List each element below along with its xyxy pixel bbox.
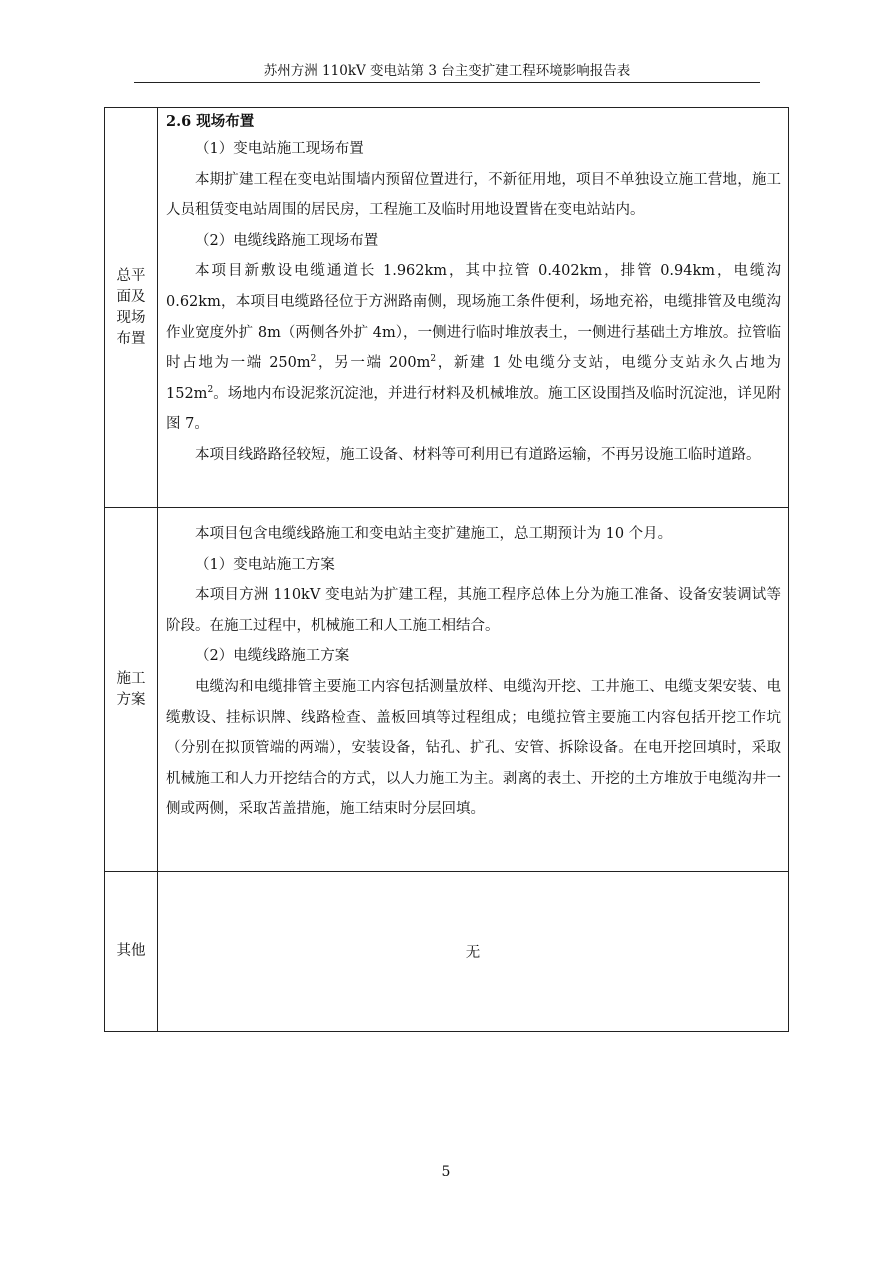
paragraph: 电缆沟和电缆排管主要施工内容包括测量放样、电缆沟开挖、工井施工、电缆支架安装、电缆敷设、挂标识牌、线路检查、盖板回填等过程组成；电缆拉管主要施工内容包括开挖工作坑（分别在拟顶管端的两端），安装设备，钻孔、扩孔、安管、拆除设备。在电开挖回填时，采取机械施工和人力开挖结合的方式，以人力施工为主。剥离的表土、开挖的土方堆放于电缆沟井一侧或两侧，采取苫盖措施，施工结束时分层回填。 [166,678,781,818]
paragraph: 本期扩建工程在变电站围墙内预留位置进行，不新征用地，项目不单独设立施工营地，施工人员租赁变电站周围的居民房，工程施工及临时用地设置皆在变电站站内。 [166,171,781,219]
section-title: 2.6 现场布置 [166,113,255,130]
row-label-construction [105,508,158,872]
paragraph: 本项目方洲 110kV 变电站为扩建工程，其施工程序总体上分为施工准备、设备安装调试等阶段。在施工过程中，机械施工和人工施工相结合。 [166,587,781,634]
paragraph-text: ，新建 1 处电缆分支站，电缆分支站永久占地为 152m [166,355,781,402]
subheading: （1）变电站施工方案 [195,556,335,573]
page-number: 5 [441,1164,451,1180]
label-line: 方案 [116,691,146,708]
label-line: 布置 [116,330,146,347]
superscript: 2 [207,384,214,395]
paragraph: 本项目包含电缆线路施工和变电站主变扩建施工，总工期预计为 10 个月。 [195,526,673,542]
paragraph: 本项目线路路径较短，施工设备、材料等可利用已有道路运输，不再另设施工临时道路。 [195,446,761,463]
row-content-other: 无 [158,872,789,1032]
row-content-layout [158,108,789,508]
table-row-layout [105,108,789,508]
paragraph-text: 。场地内布设泥浆沉淀池，并进行材料及机械堆放。施工区设围挡及临时沉淀池，详见附图 7。 [166,385,781,433]
label-line: 施工 [116,670,146,687]
label-line: 现场 [116,309,146,326]
label-line: 总平 [116,267,146,284]
subheading: （1）变电站施工现场布置 [195,141,364,157]
row-label-other: 其他 [105,872,158,1032]
paragraph-text: ，另一端 200m [316,355,431,372]
label-line: 面及 [116,288,146,305]
row-label-layout [105,108,158,508]
subheading: （2）电缆线路施工现场布置 [195,232,379,249]
header-rule [134,82,760,83]
superscript: 2 [310,354,317,365]
page-header-title: 苏州方洲 110kV 变电站第 3 台主变扩建工程环境影响报告表 [263,63,631,79]
table-row-construction [105,508,789,872]
row-content-construction [158,508,789,872]
report-table [104,107,789,1032]
paragraph-text: 本项目新敷设电缆通道长 1.962km，其中拉管 0.402km，排管 0.94km，电缆沟 0.62km，本项目电缆路径位于方洲路南侧，现场施工条件便利，场地充裕，电缆排管及电缆沟作业宽度外扩 8m（两侧各外扩 4m），一侧进行临时堆放表土，一侧进行基础土方堆放。拉管临时占地为一端 250m [166,263,781,372]
paragraph [166,256,781,440]
superscript: 2 [430,354,437,365]
subheading: （2）电缆线路施工方案 [195,648,350,665]
table-row-other [105,872,789,1032]
